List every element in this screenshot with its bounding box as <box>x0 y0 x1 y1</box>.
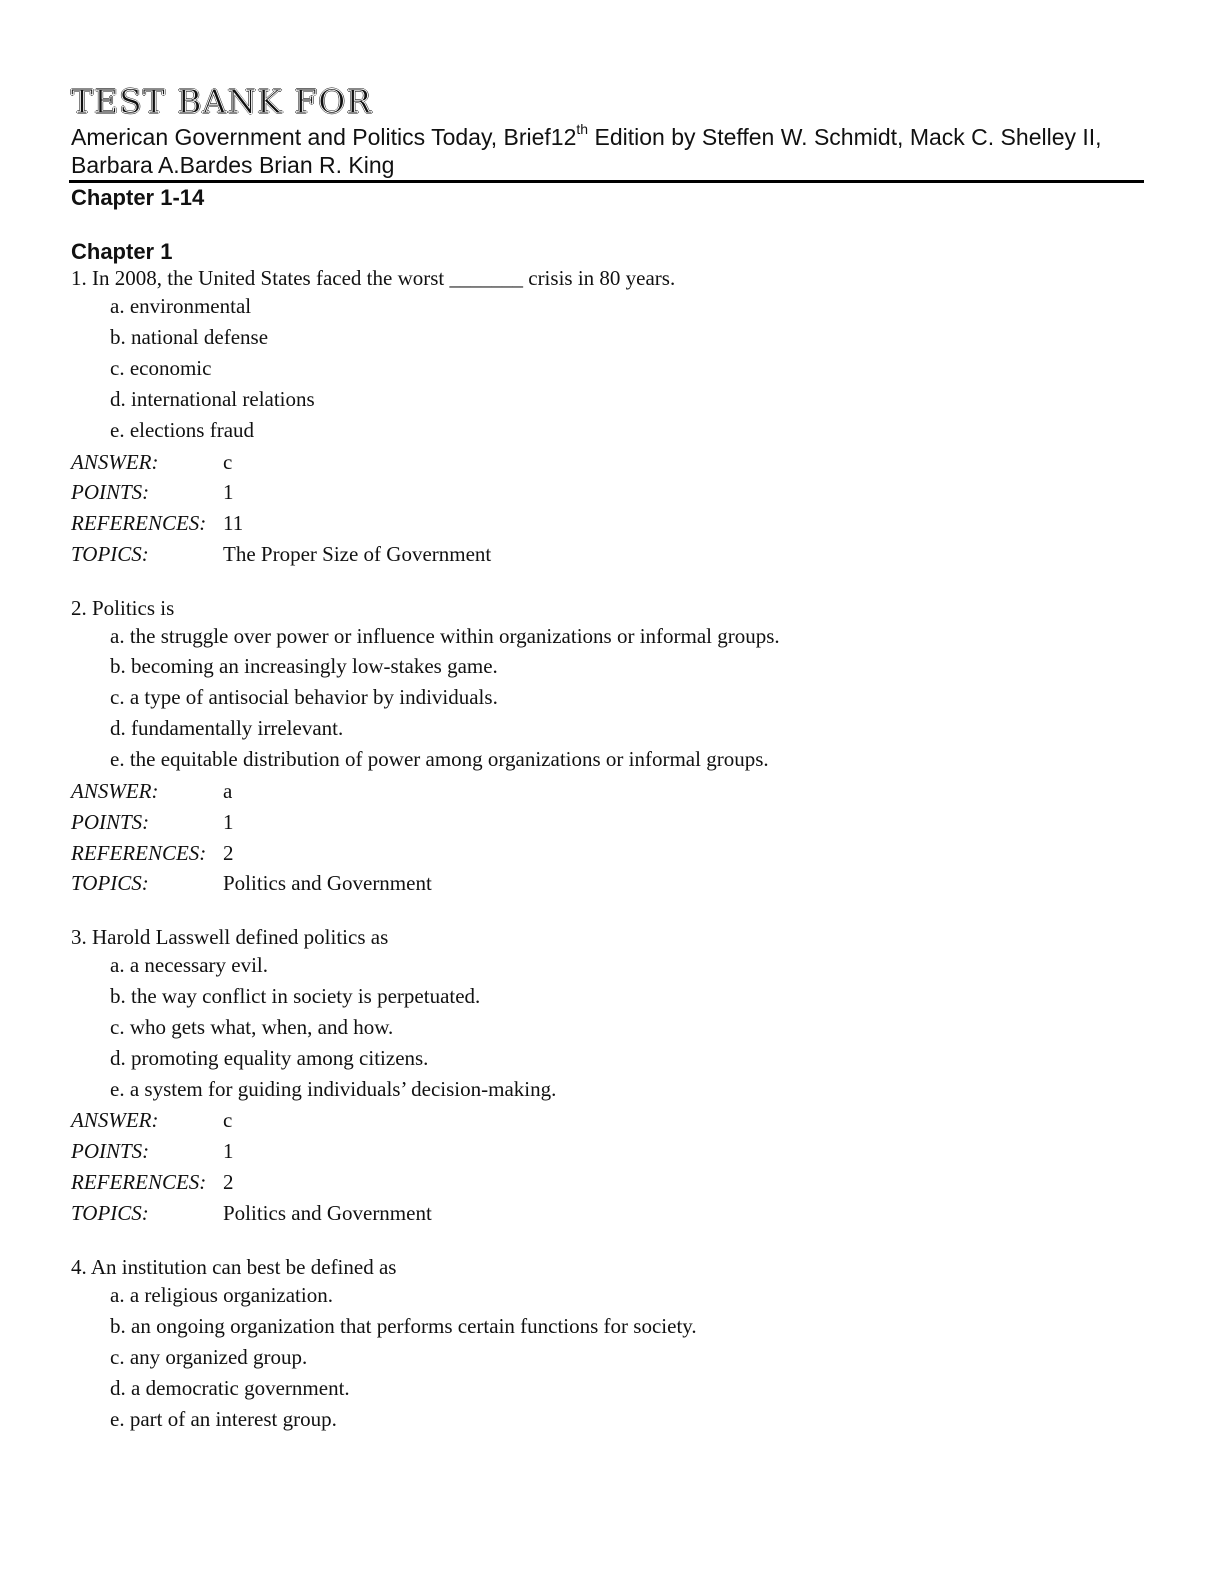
topics-value: Politics and Government <box>223 871 432 895</box>
points-value: 1 <box>223 1139 234 1163</box>
points-label: POINTS: <box>71 810 150 834</box>
answer-value: c <box>223 1108 233 1132</box>
answer-value: c <box>223 450 233 474</box>
topics-label: TOPICS: <box>71 1201 149 1225</box>
references-value: 11 <box>223 511 244 535</box>
question-choice: b. becoming an increasingly low-stakes game. <box>110 654 498 678</box>
question-choice: d. promoting equality among citizens. <box>110 1046 429 1070</box>
question-choice: d. fundamentally irrelevant. <box>110 716 344 740</box>
points-label: POINTS: <box>71 1139 150 1163</box>
topics-label: TOPICS: <box>71 871 149 895</box>
question-choice: e. a system for guiding individuals’ decision-making. <box>110 1077 557 1101</box>
question-choice: a. environmental <box>110 294 252 318</box>
topics-value: The Proper Size of Government <box>223 542 492 566</box>
question-stem: 4. An institution can best be defined as <box>71 1255 397 1279</box>
topics-value: Politics and Government <box>223 1201 432 1225</box>
question-choice: c. a type of antisocial behavior by individuals. <box>110 685 498 709</box>
references-label: REFERENCES: <box>71 511 207 535</box>
answer-value: a <box>223 779 233 803</box>
subtitle-text: American Government and Politics Today, Brief12 <box>71 124 577 150</box>
question-choice: c. any organized group. <box>110 1345 308 1369</box>
points-value: 1 <box>223 810 234 834</box>
references-label: REFERENCES: <box>71 1170 207 1194</box>
subtitle-superscript: th <box>576 121 589 137</box>
question-choice: a. a necessary evil. <box>110 953 269 977</box>
answer-label: ANSWER: <box>71 1108 159 1132</box>
document-subtitle <box>71 123 1151 179</box>
question-choice: a. the struggle over power or influence within organizations or informal groups. <box>110 624 780 648</box>
references-value: 2 <box>223 1170 234 1194</box>
points-label: POINTS: <box>71 480 150 504</box>
question-choice: e. part of an interest group. <box>110 1407 337 1431</box>
question-choice: c. who gets what, when, and how. <box>110 1015 394 1039</box>
header-rule <box>69 180 1144 183</box>
question-choice: e. the equitable distribution of power among organizations or informal groups. <box>110 747 769 771</box>
question-choice: c. economic <box>110 356 212 380</box>
answer-label: ANSWER: <box>71 450 159 474</box>
question-choice: e. elections fraud <box>110 418 255 442</box>
question-choice: a. a religious organization. <box>110 1283 333 1307</box>
references-label: REFERENCES: <box>71 841 207 865</box>
subtitle-text-continued: Edition by Steffen W. Schmidt, Mack C. Shelley II, Barbara A.Bardes Brian R. King <box>71 124 1102 178</box>
document-title: TEST BANK FOR <box>71 82 373 121</box>
references-value: 2 <box>223 841 234 865</box>
chapter-range: Chapter 1-14 <box>71 185 205 210</box>
topics-label: TOPICS: <box>71 542 149 566</box>
question-choice: d. a democratic government. <box>110 1376 350 1400</box>
points-value: 1 <box>223 480 234 504</box>
chapter-heading: Chapter 1 <box>71 239 173 264</box>
question-choice: d. international relations <box>110 387 315 411</box>
question-stem: 2. Politics is <box>71 596 175 620</box>
question-choice: b. national defense <box>110 325 269 349</box>
question-stem: 3. Harold Lasswell defined politics as <box>71 925 389 949</box>
question-stem: 1. In 2008, the United States faced the worst _______ crisis in 80 years. <box>71 266 676 290</box>
question-choice: b. the way conflict in society is perpetuated. <box>110 984 481 1008</box>
question-choice: b. an ongoing organization that performs certain functions for society. <box>110 1314 697 1338</box>
answer-label: ANSWER: <box>71 779 159 803</box>
